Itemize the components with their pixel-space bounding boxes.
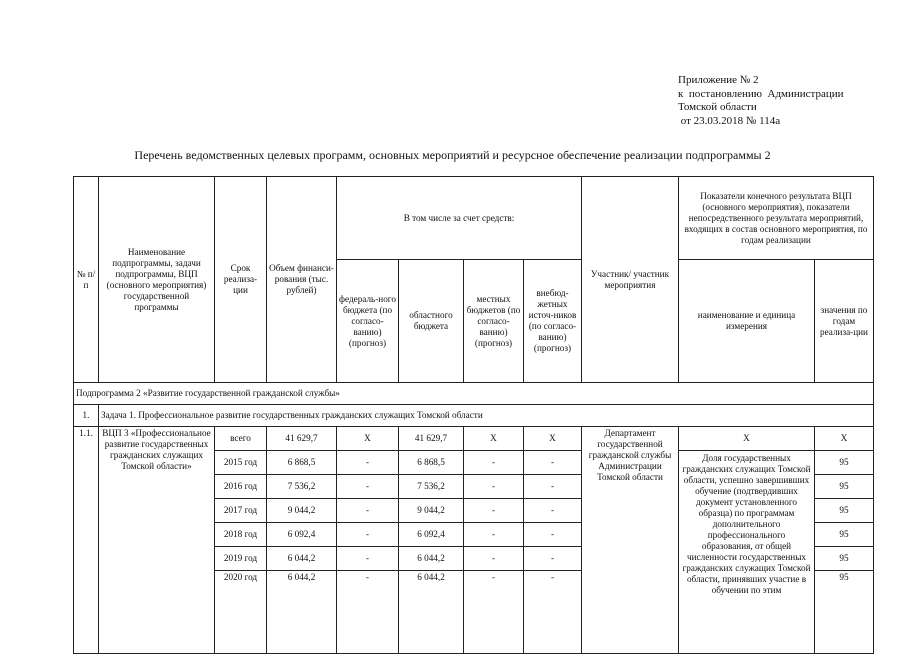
cell-period: 2016 год xyxy=(215,475,267,499)
table-row xyxy=(74,427,874,451)
cell-period: 2019 год xyxy=(215,547,267,571)
header-federal: федераль-ного бюджета (по согласо-ванию) (прогноз) xyxy=(337,260,399,383)
cell-local: - xyxy=(464,475,524,499)
cell-volume: 7 536,2 xyxy=(267,475,337,499)
cell-federal: Х xyxy=(337,427,399,451)
subprogram-row xyxy=(74,383,874,405)
cell-federal: - xyxy=(337,499,399,523)
cell-federal: - xyxy=(337,571,399,654)
item-num: 1.1. xyxy=(74,427,99,654)
cell-regional: 7 536,2 xyxy=(399,475,464,499)
cell-value: 95 xyxy=(815,475,874,499)
cell-regional: 6 044,2 xyxy=(399,547,464,571)
cell-volume: 6 868,5 xyxy=(267,451,337,475)
cell-regional: 6 044,2 xyxy=(399,571,464,654)
appendix-line-1: Приложение № 2 xyxy=(678,74,759,86)
task-row xyxy=(74,405,874,427)
header-row-1 xyxy=(74,177,874,260)
cell-value: Х xyxy=(815,427,874,451)
document-title: Перечень ведомственных целевых программ, основных мероприятий и ресурсное обеспечение реализации подпрограммы 2 xyxy=(134,148,771,162)
cell-period: 2017 год xyxy=(215,499,267,523)
header-including: В том числе за счет средств: xyxy=(337,177,582,260)
cell-value: 95 xyxy=(815,547,874,571)
header-name: Наименование подпрограммы, задачи подпрограммы, ВЦП (основного мероприятия) государственной программы xyxy=(99,177,215,383)
item-name: ВЦП 3 «Профессиональное развитие государственных гражданских служащих Томской области» xyxy=(99,427,215,654)
header-num: № п/п xyxy=(74,177,99,383)
cell-volume: 9 044,2 xyxy=(267,499,337,523)
header-term: Срок реализа-ции xyxy=(215,177,267,383)
cell-value: 95 xyxy=(815,523,874,547)
indicator-name: Доля государственных гражданских служащих Томской области, успешно завершивших обучение (подтвердивших документ установленного образца) по программам дополнительного профессионального образования, от общей численности государственных гражданских служащих Томской области, принявших участие в обучении по этим xyxy=(682,453,811,595)
cell-period: 2015 год xyxy=(215,451,267,475)
header-indicator-name: наименование и единица измерения xyxy=(679,260,815,383)
task-num: 1. xyxy=(74,405,99,427)
header-indicator-values: значения по годам реализа-ции xyxy=(815,260,874,383)
item-participant: Департамент государственной гражданской службы Администрации Томской области xyxy=(582,427,679,654)
cell-federal: - xyxy=(337,547,399,571)
cell-extra: - xyxy=(524,475,582,499)
header-participant: Участник/ участник мероприятия xyxy=(582,177,679,383)
cell-volume: 6 092,4 xyxy=(267,523,337,547)
cell-extra: - xyxy=(524,571,582,654)
cell-value: 95 xyxy=(815,499,874,523)
indicator-name-cell xyxy=(679,451,815,654)
cell-volume: 6 044,2 xyxy=(267,547,337,571)
header-extra: внебюд-жетных источ-ников (по согласо-ванию) (прогноз) xyxy=(524,260,582,383)
subprogram-title: Подпрограмма 2 «Развитие государственной гражданской службы» xyxy=(74,383,874,405)
cell-regional: 9 044,2 xyxy=(399,499,464,523)
appendix-line-3: Томской области xyxy=(678,101,757,113)
cell-local: Х xyxy=(464,427,524,451)
cell-regional: 6 868,5 xyxy=(399,451,464,475)
header-volume: Объем финанси-рования (тыс. рублей) xyxy=(267,177,337,383)
cell-local: - xyxy=(464,571,524,654)
cell-period: 2020 год xyxy=(215,571,267,654)
cell-extra: Х xyxy=(524,427,582,451)
appendix-line-2: к постановлению Администрации xyxy=(678,87,844,100)
appendix-block xyxy=(678,74,844,128)
cell-extra: - xyxy=(524,499,582,523)
cell-extra: - xyxy=(524,523,582,547)
cell-regional: 6 092,4 xyxy=(399,523,464,547)
cell-federal: - xyxy=(337,451,399,475)
cell-local: - xyxy=(464,523,524,547)
cell-extra: - xyxy=(524,451,582,475)
cell-volume: 6 044,2 xyxy=(267,571,337,654)
cell-local: - xyxy=(464,499,524,523)
cell-value: 95 xyxy=(815,571,874,654)
program-table xyxy=(73,176,874,654)
task-text: Задача 1. Профессиональное развитие государственных гражданских служащих Томской области xyxy=(99,405,874,427)
cell-federal: - xyxy=(337,475,399,499)
cell-extra: - xyxy=(524,547,582,571)
cell-period: 2018 год xyxy=(215,523,267,547)
header-indicators: Показатели конечного результата ВЦП (основного мероприятия), показатели непосредственного результата мероприятий, входящих в состав основного мероприятия, по годам реализации xyxy=(679,177,874,260)
cell-local: - xyxy=(464,451,524,475)
cell-local: - xyxy=(464,547,524,571)
header-local: местных бюджетов (по согласо-ванию) (прогноз) xyxy=(464,260,524,383)
cell-regional: 41 629,7 xyxy=(399,427,464,451)
cell-federal: - xyxy=(337,523,399,547)
cell-volume: 41 629,7 xyxy=(267,427,337,451)
cell-period: всего xyxy=(215,427,267,451)
header-regional: областного бюджета xyxy=(399,260,464,383)
cell-value: 95 xyxy=(815,451,874,475)
appendix-line-4: от 23.03.2018 № 114а xyxy=(678,114,781,127)
indicator-total: Х xyxy=(679,427,815,451)
